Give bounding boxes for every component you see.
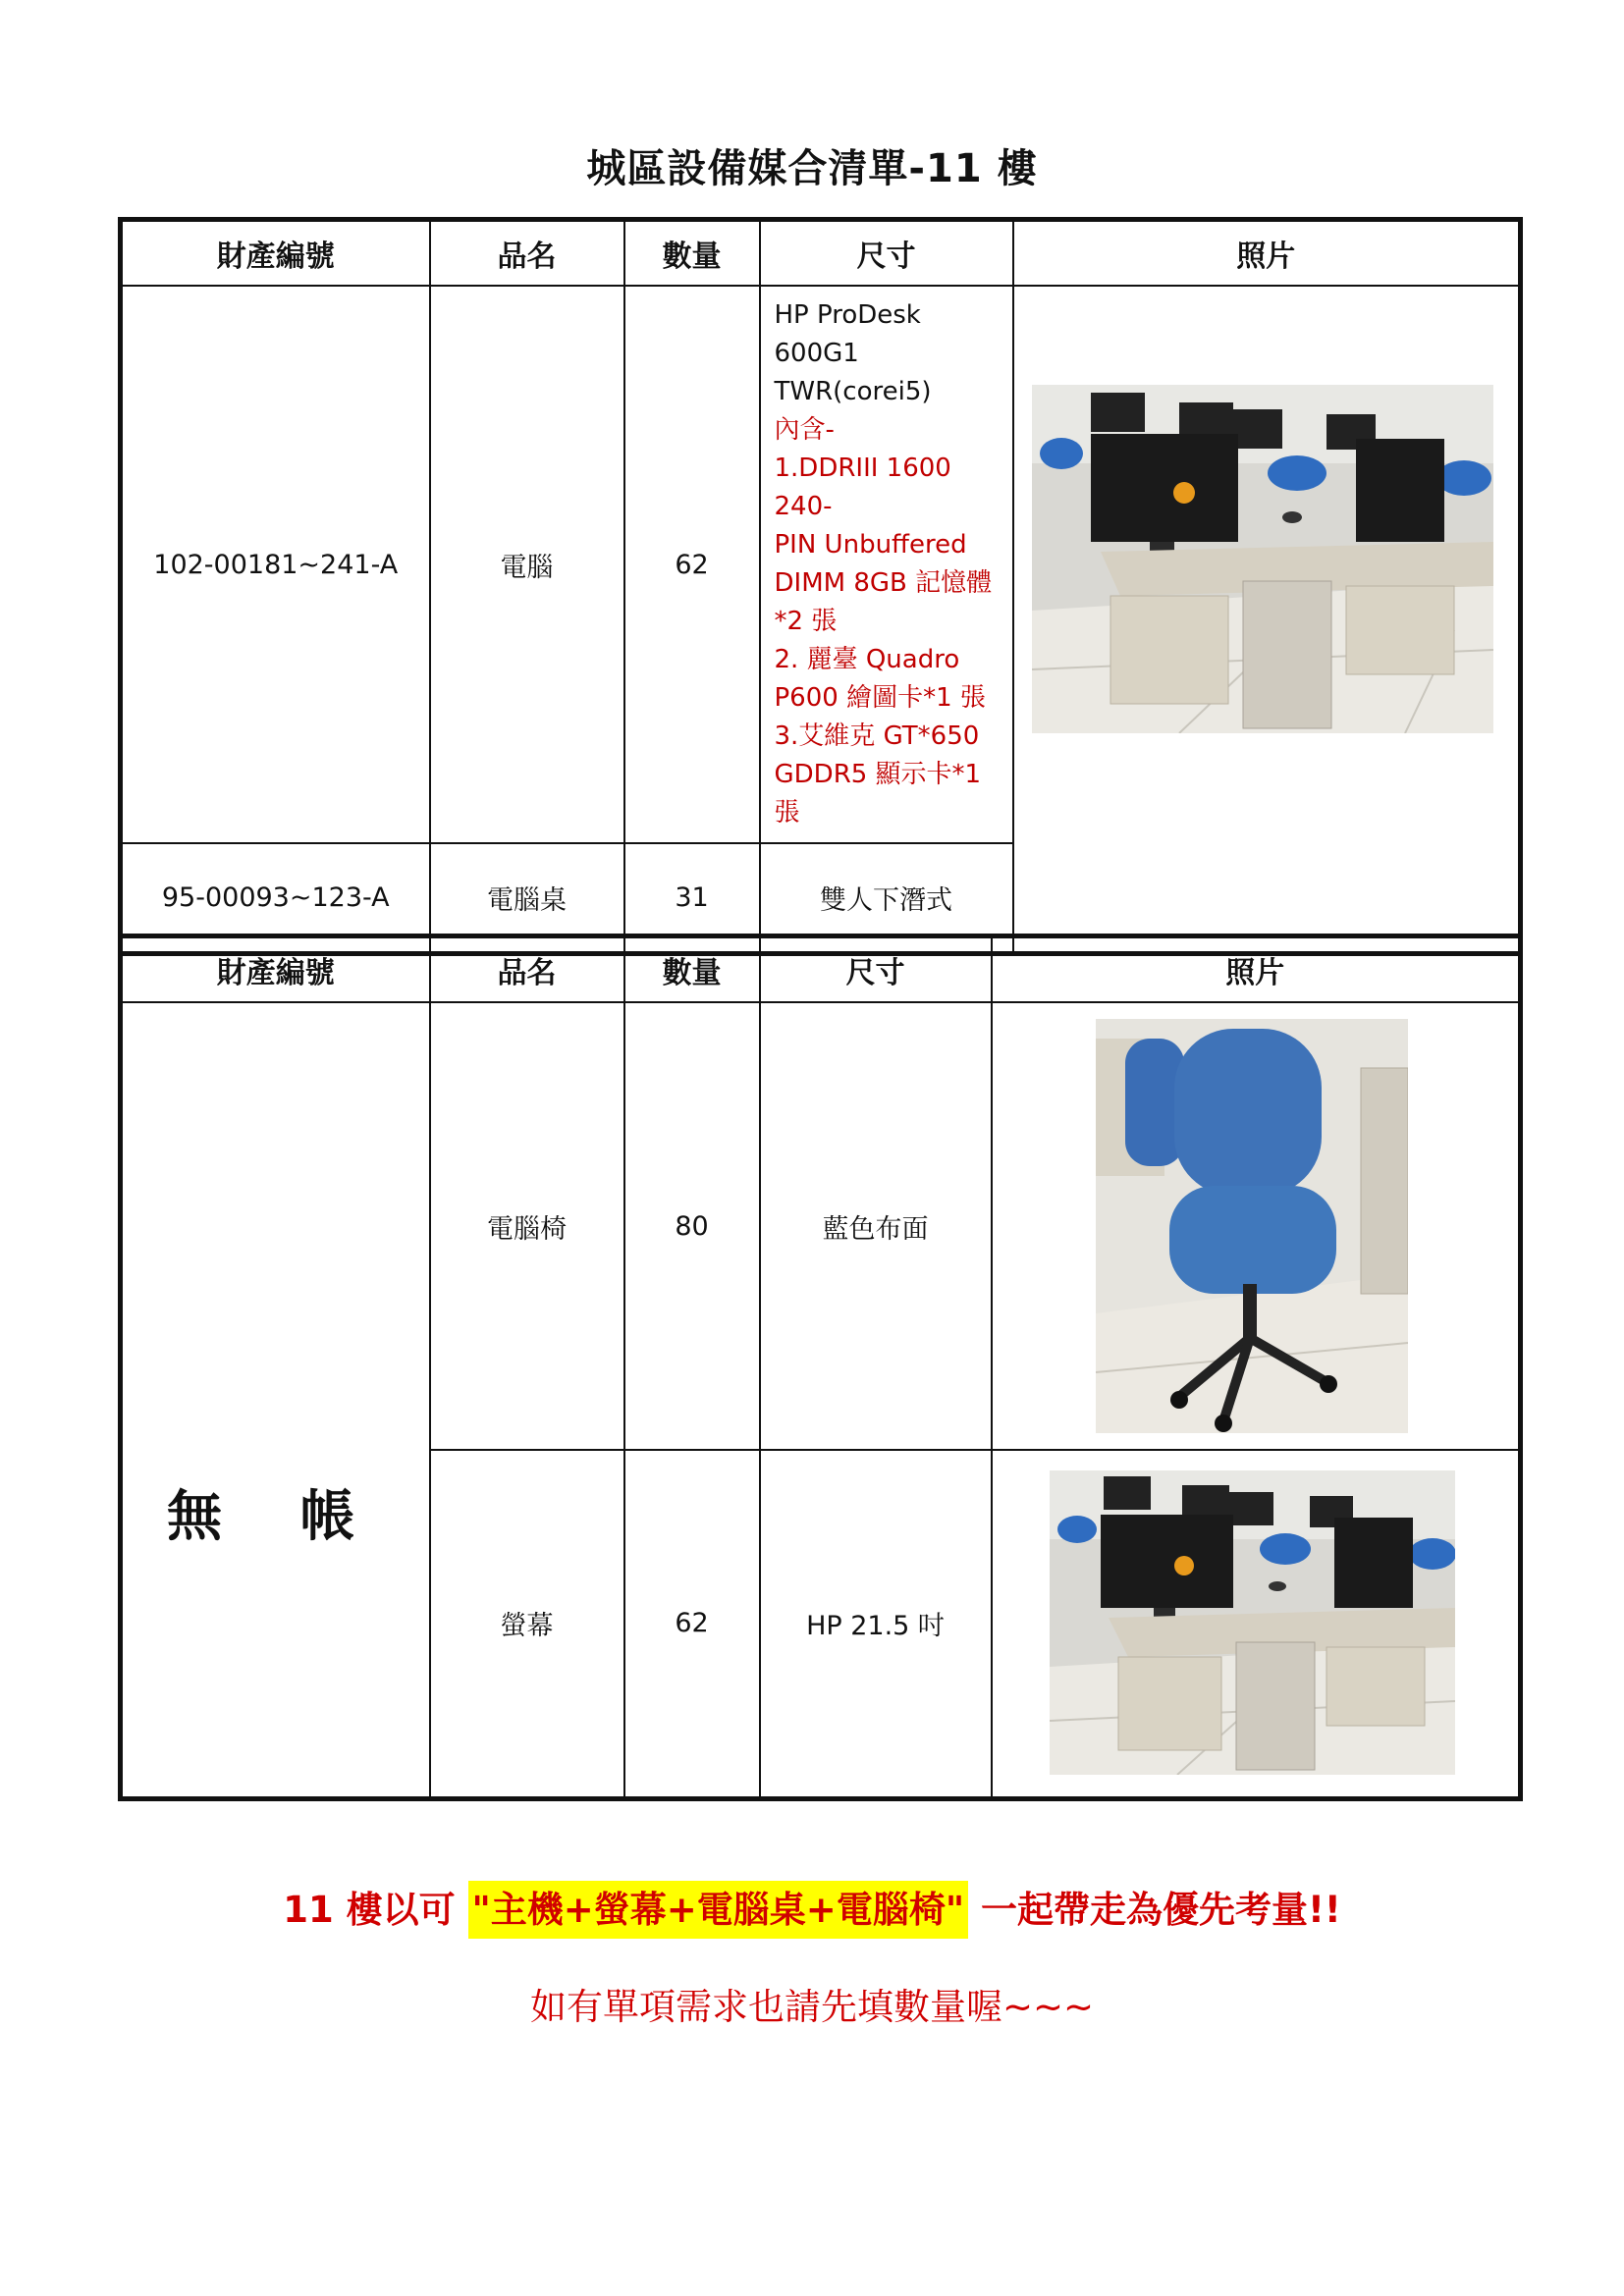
header-photo: 照片 [992, 936, 1521, 1003]
header-quantity: 數量 [624, 220, 760, 287]
equipment-table-2 [118, 934, 1523, 1801]
table-header-row [121, 220, 1521, 287]
header-item-name: 品名 [430, 936, 624, 1003]
equipment-table-1 [118, 217, 1523, 956]
quantity-request-note: 如有單項需求也請先填數量喔~~~ [529, 1986, 1094, 2028]
spec-cell [760, 286, 1013, 843]
spec-line: *2 張 [774, 607, 838, 636]
header-size: 尺寸 [760, 936, 992, 1003]
monitor-photo [1050, 1470, 1455, 1775]
header-size: 尺寸 [760, 220, 1013, 287]
quantity-cell: 80 [624, 1002, 760, 1450]
priority-note [0, 1880, 1624, 1933]
asset-no-cell: 95-00093~123-A [121, 843, 430, 953]
spec-line: DIMM 8GB 記憶體 [774, 568, 993, 598]
table-row [121, 1002, 1521, 1450]
photo-cell [992, 1002, 1521, 1450]
table-header-row [121, 936, 1521, 1003]
spec-line: 2. 麗臺 Quadro [774, 645, 960, 674]
quantity-cell: 62 [624, 1450, 760, 1798]
header-asset-no: 財產編號 [121, 936, 430, 1003]
spec-line: HP ProDesk 600G1 [774, 300, 921, 368]
header-photo: 照片 [1013, 220, 1521, 287]
priority-note-suffix: 一起帶走為優先考量!! [980, 1889, 1341, 1931]
spec-line: GDDR5 顯示卡*1 張 [774, 760, 982, 828]
no-account-cell: 無 帳 [121, 1002, 430, 1798]
item-name-cell: 電腦 [430, 286, 624, 843]
priority-note-prefix: 11 樓以可 [283, 1889, 468, 1931]
quantity-cell: 62 [624, 286, 760, 843]
header-quantity: 數量 [624, 936, 760, 1003]
asset-no-cell: 102-00181~241-A [121, 286, 430, 843]
table-row [121, 286, 1521, 843]
item-name-cell: 電腦椅 [430, 1002, 624, 1450]
item-name-cell: 電腦桌 [430, 843, 624, 953]
spec-line: P600 繪圖卡*1 張 [774, 683, 986, 713]
header-item-name: 品名 [430, 220, 624, 287]
spec-line: 內含- [774, 415, 835, 445]
size-cell: 雙人下潛式 [760, 843, 1013, 953]
chair-photo [1096, 1019, 1408, 1433]
header-asset-no: 財產編號 [121, 220, 430, 287]
photo-cell [992, 1450, 1521, 1798]
size-cell: HP 21.5 吋 [760, 1450, 992, 1798]
photo-cell [1013, 286, 1521, 953]
item-name-cell: 螢幕 [430, 1450, 624, 1798]
spec-line: TWR(corei5) [774, 377, 932, 406]
spec-line: 3.艾維克 GT*650 [774, 721, 980, 751]
computer-room-photo [1032, 385, 1493, 733]
spec-line: PIN Unbuffered [774, 530, 967, 560]
priority-note-highlight: "主機+螢幕+電腦桌+電腦椅" [468, 1881, 969, 1939]
spec-line: 1.DDRIII 1600 240- [774, 454, 951, 521]
quantity-cell: 31 [624, 843, 760, 953]
size-cell: 藍色布面 [760, 1002, 992, 1450]
page-title: 城區設備媒合清單-11 樓 [586, 146, 1038, 191]
